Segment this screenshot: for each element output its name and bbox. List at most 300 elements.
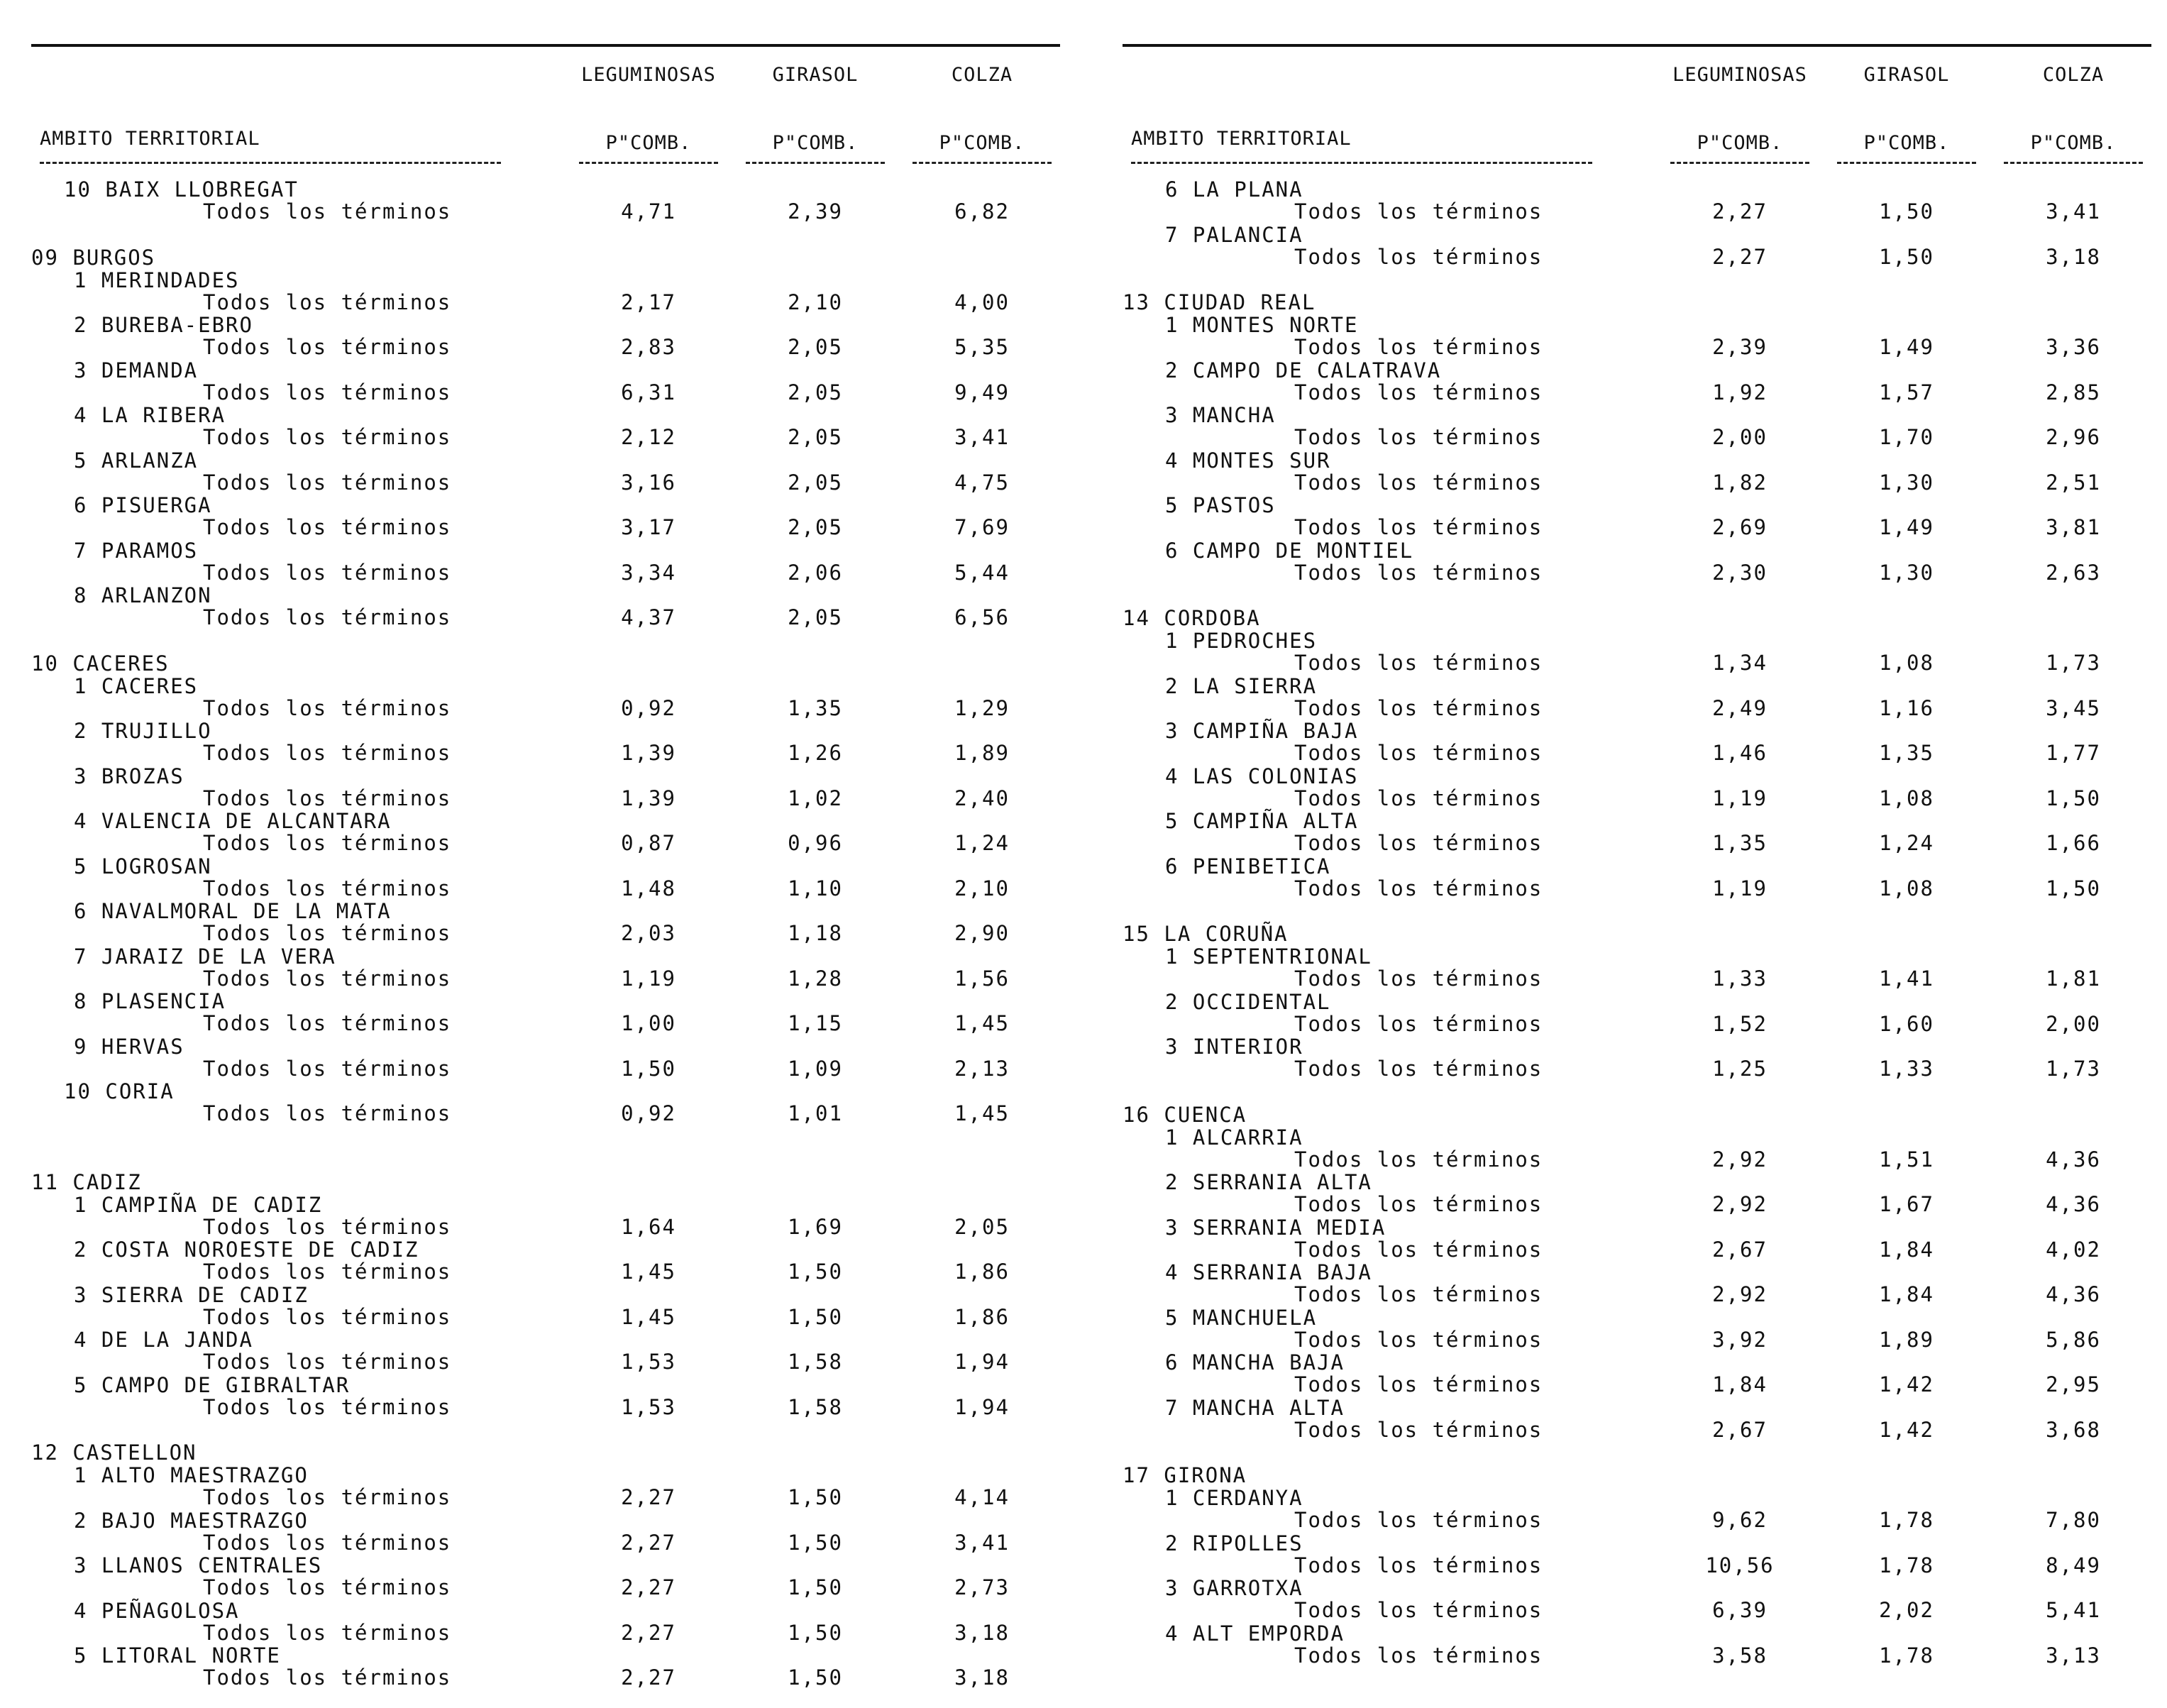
value-girasol: 1,08 bbox=[1879, 651, 1934, 675]
value-girasol: 1,84 bbox=[1879, 1282, 1934, 1306]
province-name: 14 CORDOBA bbox=[1123, 606, 1261, 630]
terms-label: Todos los términos bbox=[1294, 1237, 1543, 1262]
terms-label: Todos los términos bbox=[1294, 380, 1543, 404]
table-row bbox=[1123, 1033, 2166, 1079]
value-leguminosas: 1,19 bbox=[621, 966, 676, 991]
region-name: 3 BROZAS bbox=[74, 764, 184, 788]
value-colza: 3,18 bbox=[954, 1620, 1010, 1645]
value-colza: 1,94 bbox=[954, 1350, 1010, 1374]
header-leguminosas: LEGUMINOSAS bbox=[581, 64, 716, 86]
region-name: 2 SERRANIA ALTA bbox=[1165, 1170, 1372, 1194]
value-colza: 2,51 bbox=[2046, 470, 2101, 495]
table-row bbox=[31, 1507, 1074, 1553]
region-name: 3 CAMPIÑA BAJA bbox=[1165, 719, 1359, 743]
terms-label: Todos los términos bbox=[203, 876, 452, 900]
value-girasol: 1,49 bbox=[1879, 515, 1934, 539]
value-leguminosas: 1,45 bbox=[621, 1260, 676, 1284]
terms-label: Todos los términos bbox=[203, 560, 452, 585]
value-colza: 2,96 bbox=[2046, 425, 2101, 449]
value-colza: 1,56 bbox=[954, 966, 1010, 991]
province-row bbox=[31, 650, 1074, 676]
table-row bbox=[1123, 763, 2166, 808]
value-colza: 1,66 bbox=[2046, 831, 2101, 855]
value-leguminosas: 10,56 bbox=[1705, 1553, 1775, 1577]
region-name: 5 PASTOS bbox=[1165, 493, 1276, 517]
table-row bbox=[31, 537, 1074, 583]
terms-label: Todos los términos bbox=[1294, 1057, 1543, 1081]
terms-label: Todos los términos bbox=[203, 741, 452, 765]
value-colza: 1,94 bbox=[954, 1394, 1010, 1419]
value-leguminosas: 1,19 bbox=[1712, 876, 1768, 900]
value-leguminosas: 0,92 bbox=[621, 695, 676, 720]
value-colza: 3,18 bbox=[954, 1665, 1010, 1690]
province-row bbox=[1123, 1101, 2166, 1127]
table-row bbox=[31, 267, 1074, 312]
value-colza: 2,10 bbox=[954, 876, 1010, 900]
table-row bbox=[31, 853, 1074, 898]
value-leguminosas: 1,19 bbox=[1712, 786, 1768, 810]
value-girasol: 1,50 bbox=[1879, 244, 1934, 269]
value-girasol: 1,50 bbox=[788, 1665, 843, 1690]
region-name: 5 CAMPIÑA ALTA bbox=[1165, 809, 1359, 833]
table-row bbox=[1123, 537, 2166, 583]
terms-label: Todos los términos bbox=[203, 1056, 452, 1081]
header-girasol: GIRASOL bbox=[772, 64, 859, 86]
header-ambito: AMBITO TERRITORIAL bbox=[40, 128, 260, 150]
region-name: 6 PENIBETICA bbox=[1165, 854, 1331, 878]
table-body bbox=[1123, 176, 2166, 1668]
region-name: 6 LA PLANA bbox=[1165, 177, 1303, 202]
table-row bbox=[1123, 1169, 2166, 1214]
value-leguminosas: 0,87 bbox=[621, 831, 676, 855]
header-rule bbox=[2004, 162, 2143, 164]
province-row bbox=[1123, 605, 2166, 630]
terms-label: Todos los términos bbox=[1294, 651, 1543, 675]
table-row bbox=[1123, 1259, 2166, 1304]
table-row bbox=[31, 763, 1074, 808]
terms-label: Todos los términos bbox=[1294, 199, 1543, 224]
value-girasol: 1,30 bbox=[1879, 470, 1934, 495]
region-name: 2 CAMPO DE CALATRAVA bbox=[1165, 358, 1442, 382]
header-rule bbox=[1131, 162, 1592, 164]
region-name: 6 CAMPO DE MONTIEL bbox=[1165, 538, 1414, 563]
value-girasol: 1,50 bbox=[788, 1485, 843, 1509]
region-name: 2 COSTA NOROESTE DE CADIZ bbox=[74, 1238, 419, 1262]
value-girasol: 1,50 bbox=[788, 1620, 843, 1645]
value-colza: 3,18 bbox=[2046, 244, 2101, 269]
region-name: 5 CAMPO DE GIBRALTAR bbox=[74, 1372, 351, 1397]
value-leguminosas: 1,52 bbox=[1712, 1011, 1768, 1036]
table-row bbox=[31, 492, 1074, 537]
terms-label: Todos los términos bbox=[203, 1530, 452, 1555]
table-row bbox=[1123, 1620, 2166, 1668]
header-rule bbox=[746, 162, 885, 164]
table-row bbox=[31, 898, 1074, 943]
value-colza: 6,82 bbox=[954, 199, 1010, 224]
value-girasol: 2,05 bbox=[788, 515, 843, 539]
terms-label: Todos los términos bbox=[203, 1575, 452, 1599]
table-row bbox=[31, 808, 1074, 853]
value-colza: 6,56 bbox=[954, 605, 1010, 629]
region-name: 4 PEÑAGOLOSA bbox=[74, 1598, 240, 1623]
value-girasol: 2,10 bbox=[788, 290, 843, 314]
table-row bbox=[31, 176, 1074, 224]
value-colza: 3,45 bbox=[2046, 695, 2101, 720]
value-girasol: 1,24 bbox=[1879, 831, 1934, 855]
terms-label: Todos los términos bbox=[203, 1101, 452, 1125]
table-row bbox=[31, 1191, 1074, 1237]
table-row bbox=[1123, 1124, 2166, 1172]
table-row bbox=[1123, 808, 2166, 853]
province-name: 10 CACERES bbox=[31, 651, 170, 676]
province-name: 15 LA CORUÑA bbox=[1123, 922, 1289, 946]
value-leguminosas: 1,50 bbox=[621, 1056, 676, 1081]
value-girasol: 1,60 bbox=[1879, 1011, 1934, 1036]
header-ambito: AMBITO TERRITORIAL bbox=[1131, 128, 1352, 150]
value-girasol: 1,26 bbox=[788, 741, 843, 765]
value-leguminosas: 2,27 bbox=[621, 1620, 676, 1645]
table-row bbox=[1123, 943, 2166, 991]
value-colza: 1,24 bbox=[954, 831, 1010, 855]
value-girasol: 1,08 bbox=[1879, 876, 1934, 900]
region-name: 2 OCCIDENTAL bbox=[1165, 989, 1331, 1014]
value-colza: 3,41 bbox=[954, 425, 1010, 449]
region-name: 9 HERVAS bbox=[74, 1034, 184, 1059]
table-row bbox=[31, 1326, 1074, 1372]
value-leguminosas: 6,31 bbox=[621, 380, 676, 404]
region-name: 4 LAS COLONIAS bbox=[1165, 764, 1359, 788]
value-leguminosas: 2,83 bbox=[621, 335, 676, 359]
terms-label: Todos los términos bbox=[1294, 560, 1543, 585]
value-colza: 9,49 bbox=[954, 380, 1010, 404]
region-name: 10 CORIA bbox=[64, 1079, 175, 1103]
terms-label: Todos los términos bbox=[1294, 1011, 1543, 1036]
terms-label: Todos los términos bbox=[203, 515, 452, 539]
value-colza: 3,13 bbox=[2046, 1643, 2101, 1668]
terms-label: Todos los términos bbox=[203, 1260, 452, 1284]
terms-label: Todos los términos bbox=[1294, 1417, 1543, 1442]
value-girasol: 1,57 bbox=[1879, 380, 1934, 404]
province-row bbox=[1123, 289, 2166, 312]
top-rule bbox=[31, 44, 1060, 47]
value-leguminosas: 4,71 bbox=[621, 199, 676, 224]
region-name: 8 PLASENCIA bbox=[74, 989, 226, 1013]
value-girasol: 1,70 bbox=[1879, 425, 1934, 449]
terms-label: Todos los términos bbox=[203, 966, 452, 991]
terms-label: Todos los términos bbox=[1294, 1553, 1543, 1577]
value-girasol: 1,02 bbox=[788, 786, 843, 810]
value-leguminosas: 2,39 bbox=[1712, 335, 1768, 359]
header-rule bbox=[40, 162, 501, 164]
province-name: 16 CUENCA bbox=[1123, 1102, 1247, 1127]
header-rule bbox=[1670, 162, 1809, 164]
value-leguminosas: 1,35 bbox=[1712, 831, 1768, 855]
region-name: 1 MONTES NORTE bbox=[1165, 313, 1359, 337]
value-colza: 2,40 bbox=[954, 786, 1010, 810]
value-leguminosas: 2,69 bbox=[1712, 515, 1768, 539]
value-girasol: 2,05 bbox=[788, 470, 843, 495]
value-leguminosas: 2,92 bbox=[1712, 1282, 1768, 1306]
header-unit: P"COMB. bbox=[2030, 132, 2117, 154]
value-leguminosas: 1,53 bbox=[621, 1394, 676, 1419]
table-row bbox=[1123, 673, 2166, 718]
region-name: 3 MANCHA bbox=[1165, 403, 1276, 427]
right-column bbox=[1123, 0, 2166, 1708]
terms-label: Todos los términos bbox=[1294, 1508, 1543, 1532]
terms-label: Todos los términos bbox=[1294, 1327, 1543, 1352]
value-colza: 2,95 bbox=[2046, 1372, 2101, 1396]
province-row bbox=[31, 1439, 1074, 1465]
table-row bbox=[1123, 492, 2166, 537]
terms-label: Todos los términos bbox=[1294, 1147, 1543, 1172]
value-leguminosas: 2,17 bbox=[621, 290, 676, 314]
region-name: 1 CAMPIÑA DE CADIZ bbox=[74, 1192, 323, 1217]
table-row bbox=[1123, 221, 2166, 267]
table-row bbox=[1123, 627, 2166, 673]
value-girasol: 1,78 bbox=[1879, 1553, 1934, 1577]
terms-label: Todos los términos bbox=[1294, 741, 1543, 765]
region-name: 8 ARLANZON bbox=[74, 583, 212, 607]
table-row bbox=[1123, 1394, 2166, 1440]
value-girasol: 1,35 bbox=[1879, 741, 1934, 765]
value-girasol: 1,67 bbox=[1879, 1192, 1934, 1216]
value-colza: 4,00 bbox=[954, 290, 1010, 314]
value-colza: 7,80 bbox=[2046, 1508, 2101, 1532]
value-colza: 4,02 bbox=[2046, 1237, 2101, 1262]
value-leguminosas: 0,92 bbox=[621, 1101, 676, 1125]
value-colza: 3,41 bbox=[954, 1530, 1010, 1555]
table-body bbox=[31, 176, 1074, 1690]
table-row bbox=[1123, 1214, 2166, 1260]
table-row bbox=[31, 1372, 1074, 1417]
value-leguminosas: 2,27 bbox=[621, 1530, 676, 1555]
region-name: 4 VALENCIA DE ALCANTARA bbox=[74, 809, 392, 833]
table-row bbox=[31, 402, 1074, 447]
table-row bbox=[31, 1033, 1074, 1079]
terms-label: Todos los términos bbox=[203, 335, 452, 359]
value-colza: 2,85 bbox=[2046, 380, 2101, 404]
value-leguminosas: 3,92 bbox=[1712, 1327, 1768, 1352]
terms-label: Todos los términos bbox=[203, 1620, 452, 1645]
table-row bbox=[1123, 357, 2166, 402]
value-leguminosas: 4,37 bbox=[621, 605, 676, 629]
value-leguminosas: 1,82 bbox=[1712, 470, 1768, 495]
region-name: 2 TRUJILLO bbox=[74, 719, 212, 743]
region-name: 3 LLANOS CENTRALES bbox=[74, 1553, 323, 1577]
table-row bbox=[31, 1462, 1074, 1507]
province-name: 12 CASTELLON bbox=[31, 1440, 197, 1465]
terms-label: Todos los términos bbox=[203, 1214, 452, 1239]
province-name: 11 CADIZ bbox=[31, 1169, 142, 1194]
value-leguminosas: 1,84 bbox=[1712, 1372, 1768, 1396]
region-name: 1 ALTO MAESTRAZGO bbox=[74, 1463, 309, 1487]
value-colza: 1,81 bbox=[2046, 966, 2101, 991]
value-colza: 5,44 bbox=[954, 560, 1010, 585]
region-name: 1 PEDROCHES bbox=[1165, 629, 1318, 653]
value-colza: 1,86 bbox=[954, 1304, 1010, 1329]
terms-label: Todos los términos bbox=[1294, 1192, 1543, 1216]
value-colza: 2,63 bbox=[2046, 560, 2101, 585]
region-name: 2 RIPOLLES bbox=[1165, 1531, 1303, 1555]
terms-label: Todos los términos bbox=[203, 199, 452, 224]
value-colza: 1,77 bbox=[2046, 741, 2101, 765]
table-row bbox=[31, 1552, 1074, 1597]
value-leguminosas: 2,92 bbox=[1712, 1192, 1768, 1216]
value-girasol: 0,96 bbox=[788, 831, 843, 855]
region-name: 4 SERRANIA BAJA bbox=[1165, 1260, 1372, 1284]
value-leguminosas: 2,12 bbox=[621, 425, 676, 449]
value-colza: 4,14 bbox=[954, 1485, 1010, 1509]
left-column bbox=[31, 0, 1074, 1708]
value-girasol: 1,58 bbox=[788, 1394, 843, 1419]
header-leguminosas: LEGUMINOSAS bbox=[1672, 64, 1807, 86]
value-colza: 3,36 bbox=[2046, 335, 2101, 359]
value-girasol: 1,15 bbox=[788, 1011, 843, 1035]
value-colza: 2,90 bbox=[954, 921, 1010, 945]
table-row bbox=[31, 312, 1074, 357]
value-girasol: 1,42 bbox=[1879, 1372, 1934, 1396]
table-row bbox=[31, 582, 1074, 627]
value-colza: 4,36 bbox=[2046, 1192, 2101, 1216]
value-leguminosas: 1,64 bbox=[621, 1214, 676, 1239]
value-colza: 8,49 bbox=[2046, 1553, 2101, 1577]
value-leguminosas: 3,16 bbox=[621, 470, 676, 495]
header-unit: P"COMB. bbox=[605, 132, 692, 154]
terms-label: Todos los términos bbox=[203, 786, 452, 810]
terms-label: Todos los términos bbox=[203, 605, 452, 629]
table-row bbox=[1123, 988, 2166, 1034]
value-colza: 3,81 bbox=[2046, 515, 2101, 539]
value-leguminosas: 2,27 bbox=[621, 1575, 676, 1599]
value-girasol: 1,50 bbox=[788, 1304, 843, 1329]
terms-label: Todos los términos bbox=[1294, 876, 1543, 900]
region-name: 3 SERRANIA MEDIA bbox=[1165, 1215, 1386, 1240]
value-girasol: 1,78 bbox=[1879, 1643, 1934, 1668]
value-girasol: 1,50 bbox=[788, 1575, 843, 1599]
region-name: 4 MONTES SUR bbox=[1165, 448, 1331, 473]
value-colza: 1,50 bbox=[2046, 876, 2101, 900]
value-leguminosas: 2,00 bbox=[1712, 425, 1768, 449]
terms-label: Todos los términos bbox=[1294, 786, 1543, 810]
value-colza: 1,29 bbox=[954, 695, 1010, 720]
value-colza: 1,89 bbox=[954, 741, 1010, 765]
region-name: 2 BAJO MAESTRAZGO bbox=[74, 1508, 309, 1533]
value-leguminosas: 2,30 bbox=[1712, 560, 1768, 585]
value-girasol: 1,09 bbox=[788, 1056, 843, 1081]
region-name: 7 PALANCIA bbox=[1165, 222, 1303, 247]
terms-label: Todos los términos bbox=[203, 1665, 452, 1690]
value-girasol: 1,89 bbox=[1879, 1327, 1934, 1352]
value-colza: 1,73 bbox=[2046, 1057, 2101, 1081]
table-row bbox=[1123, 1484, 2166, 1530]
region-name: 5 ARLANZA bbox=[74, 448, 199, 473]
region-name: 1 CERDANYA bbox=[1165, 1486, 1303, 1510]
value-girasol: 1,58 bbox=[788, 1350, 843, 1374]
value-leguminosas: 2,27 bbox=[1712, 244, 1768, 269]
terms-label: Todos los términos bbox=[1294, 1598, 1543, 1622]
terms-label: Todos los términos bbox=[1294, 515, 1543, 539]
region-name: 3 INTERIOR bbox=[1165, 1035, 1303, 1059]
value-girasol: 1,41 bbox=[1879, 966, 1934, 991]
region-name: 7 MANCHA ALTA bbox=[1165, 1395, 1345, 1420]
terms-label: Todos los términos bbox=[1294, 470, 1543, 495]
top-rule bbox=[1123, 44, 2151, 47]
value-leguminosas: 2,27 bbox=[1712, 199, 1768, 224]
region-name: 4 ALT EMPORDA bbox=[1165, 1621, 1345, 1646]
spacer bbox=[31, 221, 1074, 244]
province-row bbox=[31, 1169, 1074, 1194]
value-leguminosas: 1,48 bbox=[621, 876, 676, 900]
value-girasol: 1,10 bbox=[788, 876, 843, 900]
province-row bbox=[1123, 920, 2166, 946]
table-row bbox=[31, 357, 1074, 402]
value-girasol: 1,18 bbox=[788, 921, 843, 945]
region-name: 5 MANCHUELA bbox=[1165, 1305, 1318, 1330]
value-leguminosas: 3,58 bbox=[1712, 1643, 1768, 1668]
value-leguminosas: 1,53 bbox=[621, 1350, 676, 1374]
table-row bbox=[1123, 717, 2166, 763]
table-row bbox=[31, 1078, 1074, 1123]
value-girasol: 1,69 bbox=[788, 1214, 843, 1239]
region-name: 1 SEPTENTRIONAL bbox=[1165, 944, 1372, 969]
table-row bbox=[1123, 176, 2166, 224]
region-name: 3 DEMANDA bbox=[74, 358, 199, 382]
table-row bbox=[31, 1236, 1074, 1282]
terms-label: Todos los términos bbox=[1294, 1643, 1543, 1668]
region-name: 10 BAIX LLOBREGAT bbox=[64, 177, 299, 202]
table-row bbox=[31, 1642, 1074, 1690]
region-name: 6 NAVALMORAL DE LA MATA bbox=[74, 899, 392, 923]
terms-label: Todos los términos bbox=[203, 1304, 452, 1329]
terms-label: Todos los términos bbox=[203, 380, 452, 404]
header-unit: P"COMB. bbox=[1863, 132, 1950, 154]
value-colza: 3,68 bbox=[2046, 1417, 2101, 1442]
value-colza: 2,00 bbox=[2046, 1011, 2101, 1036]
spacer bbox=[31, 1416, 1074, 1439]
province-row bbox=[31, 244, 1074, 270]
value-girasol: 1,50 bbox=[788, 1530, 843, 1555]
terms-label: Todos los términos bbox=[1294, 695, 1543, 720]
terms-label: Todos los términos bbox=[1294, 831, 1543, 855]
value-girasol: 2,05 bbox=[788, 425, 843, 449]
terms-label: Todos los términos bbox=[1294, 966, 1543, 991]
value-leguminosas: 1,92 bbox=[1712, 380, 1768, 404]
value-girasol: 1,01 bbox=[788, 1101, 843, 1125]
spacer bbox=[1123, 1439, 2166, 1462]
spacer bbox=[1123, 266, 2166, 289]
value-leguminosas: 2,92 bbox=[1712, 1147, 1768, 1172]
region-name: 3 GARROTXA bbox=[1165, 1576, 1303, 1600]
table-row bbox=[31, 1597, 1074, 1643]
header-girasol: GIRASOL bbox=[1863, 64, 1950, 86]
terms-label: Todos los términos bbox=[1294, 335, 1543, 359]
value-leguminosas: 1,45 bbox=[621, 1304, 676, 1329]
header-rule bbox=[579, 162, 718, 164]
value-leguminosas: 1,34 bbox=[1712, 651, 1768, 675]
province-row bbox=[1123, 1462, 2166, 1487]
region-name: 4 LA RIBERA bbox=[74, 403, 226, 427]
value-leguminosas: 2,27 bbox=[621, 1485, 676, 1509]
value-girasol: 1,50 bbox=[1879, 199, 1934, 224]
province-name: 17 GIRONA bbox=[1123, 1463, 1247, 1487]
table-row bbox=[1123, 1575, 2166, 1620]
value-colza: 1,50 bbox=[2046, 786, 2101, 810]
value-leguminosas: 2,67 bbox=[1712, 1237, 1768, 1262]
spacer bbox=[31, 1123, 1074, 1146]
value-leguminosas: 6,39 bbox=[1712, 1598, 1768, 1622]
region-name: 1 CACERES bbox=[74, 673, 199, 698]
region-name: 1 ALCARRIA bbox=[1165, 1125, 1303, 1150]
